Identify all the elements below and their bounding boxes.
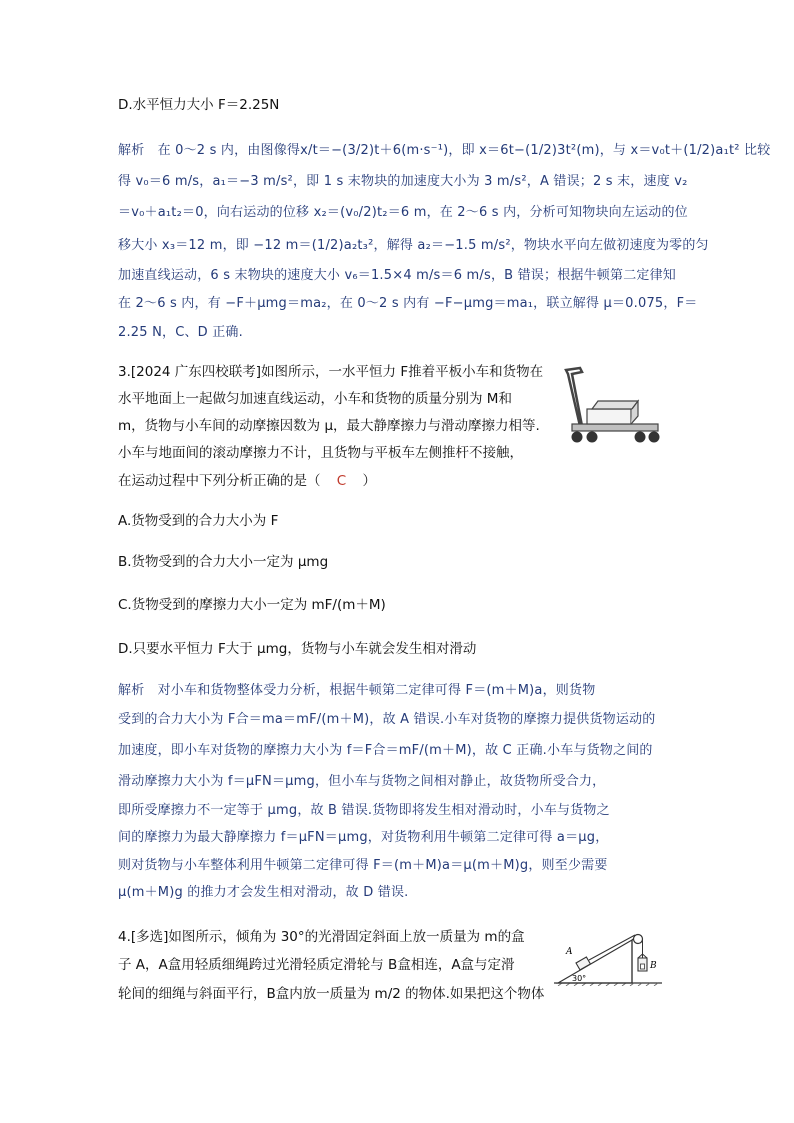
q3-option-d: D.只要水平恒力 F大于 μmg，货物与小车就会发生相对滑动 — [118, 641, 477, 657]
q3-stem-line: 小车与地面间的滚动摩擦力不计，且货物与平板车左侧推杆不接触， — [118, 445, 523, 461]
q3-close-paren: ） — [362, 473, 377, 489]
pulley — [634, 935, 643, 944]
q3-solution-line: 滑动摩擦力大小为 f＝μFN＝μmg，但小车与货物之间相对静止，故货物所受合力， — [118, 774, 606, 789]
q4-stem-line: 4.[多选]如图所示，倾角为 30°的光滑固定斜面上放一质量为 m的盒 — [118, 929, 525, 945]
q3-solution-line: μ(m＋M)g 的推力才会发生相对滑动，故 D 错误. — [118, 885, 409, 900]
q3-stem-line: 水平地面上一起做匀加速直线运动，小车和货物的质量分别为 M和 — [118, 391, 512, 407]
cart-platform — [572, 424, 658, 431]
q3-solution-line: 间的摩擦力为最大静摩擦力 f＝μFN＝μmg，对货物利用牛顿第二定律可得 a＝μg， — [118, 830, 609, 845]
cart-wheel — [635, 432, 646, 443]
q3-stem-line: m，货物与小车间的动摩擦因数为 μ，最大静摩擦力与滑动摩擦力相等. — [118, 418, 540, 434]
box-a — [576, 957, 590, 970]
q4-stem-line: 子 A，A盒用轻质细绳跨过光滑轻质定滑轮与 B盒相连，A盒与定滑 — [118, 957, 515, 973]
q3-answer: C — [336, 473, 347, 489]
q2-solution-line: ＝v₀＋a₁t₂＝0，向右运动的位移 x₂＝(v₀/2)t₂＝6 m，在 2～6 s 内，分析可知物块向左运动的位 — [118, 205, 688, 220]
q2-solution-line: 移大小 x₃＝12 m，即 −12 m＝(1/2)a₂t₃²，解得 a₂＝−1.5 m/s²，物块水平向左做初速度为零的匀 — [118, 238, 709, 253]
cart-wheel — [649, 432, 660, 443]
q3-stem-line: 3.[2024 广东四校联考]如图所示，一水平恒力 F推着平板小车和货物在 — [118, 364, 544, 380]
label-a: A — [566, 947, 573, 957]
cart-wheel — [572, 432, 583, 443]
q3-solution-line: 则对货物与小车整体利用牛顿第二定律可得 F＝(m＋M)a＝μ(m＋M)g，则至少需要 — [118, 858, 608, 873]
q2-solution-line: 加速直线运动，6 s 末物块的速度大小 v₆＝1.5×4 m/s＝6 m/s，B 错误；根据牛顿第二定律知 — [118, 268, 677, 283]
q3-option-a: A.货物受到的合力大小为 F — [118, 513, 279, 529]
q3-option-c: C.货物受到的摩擦力大小一定为 mF/(m＋M) — [118, 597, 386, 613]
q2-solution-line: 2.25 N，C、D 正确. — [118, 325, 243, 340]
q3-stem-last-line — [118, 471, 376, 491]
label-b: B — [650, 961, 657, 971]
q3-option-b: B.货物受到的合力大小一定为 μmg — [118, 554, 329, 570]
prev-option-d: D.水平恒力大小 F＝2.25N — [118, 97, 280, 113]
label-angle: 30° — [572, 974, 587, 983]
q4-stem-line: 轮间的细绳与斜面平行，B盒内放一质量为 m/2 的物体.如果把这个物体 — [118, 986, 545, 1002]
q3-solution-line: 即所受摩擦力不一定等于 μmg，故 B 错误.货物即将发生相对滑动时，小车与货物之 — [118, 803, 610, 818]
incline-figure — [552, 930, 664, 986]
q2-solution-line: 在 2～6 s 内，有 −F＋μmg＝ma₂，在 0～2 s 内有 −F−μmg＝ma₁，联立解得 μ＝0.075，F＝ — [118, 296, 698, 311]
q2-solution-line: 解析 在 0～2 s 内，由图像得x/t＝−(3/2)t＋6(m·s⁻¹)，即 x＝6t−(1/2)3t²(m)，与 x＝v₀t＋(1/2)a₁t² 比较 — [118, 143, 771, 158]
q3-solution-line: 加速度，即小车对货物的摩擦力大小为 f＝F合＝mF/(m＋M)，故 C 正确.小车与货物之间的 — [118, 743, 653, 758]
q3-stem-text: 在运动过程中下列分析正确的是（ — [118, 473, 321, 489]
cart-handle — [566, 368, 582, 426]
cart-figure — [562, 366, 662, 448]
q3-solution-line: 受到的合力大小为 F合＝ma＝mF/(m＋M)，故 A 错误.小车对货物的摩擦力提供货物运动的 — [118, 712, 656, 727]
cart-wheel — [587, 432, 598, 443]
cargo-lower — [587, 409, 631, 424]
q2-solution-line: 得 v₀＝6 m/s，a₁＝−3 m/s²，即 1 s 末物块的加速度大小为 3 m/s²，A 错误；2 s 末，速度 v₂ — [118, 174, 688, 189]
q3-solution-line: 解析 对小车和货物整体受力分析，根据牛顿第二定律可得 F＝(m＋M)a，则货物 — [118, 683, 596, 698]
cargo-upper — [592, 401, 638, 409]
